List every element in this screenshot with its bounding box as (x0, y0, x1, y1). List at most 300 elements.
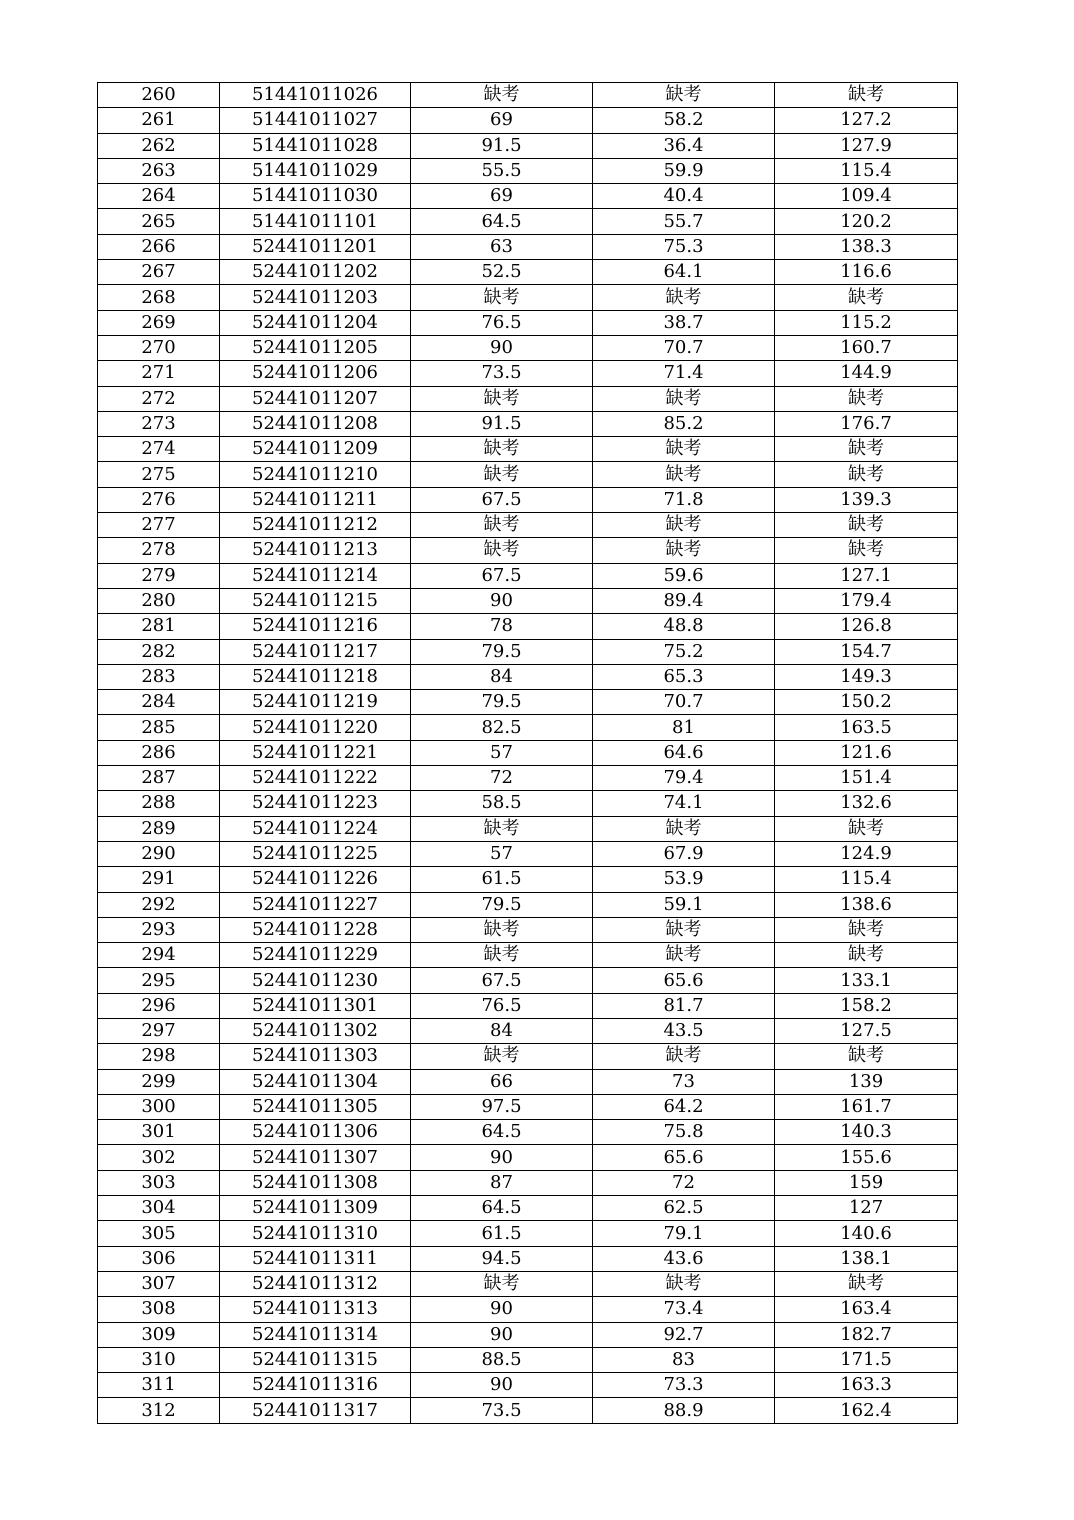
row-number-cell: 267 (98, 260, 220, 285)
table-row (98, 1196, 958, 1221)
score-1-cell: 97.5 (411, 1094, 593, 1119)
score-1-cell: 72 (411, 766, 593, 791)
score-1-cell: 缺考 (411, 513, 593, 538)
row-number-cell: 307 (98, 1271, 220, 1296)
row-number-cell: 266 (98, 234, 220, 259)
table-row (98, 1145, 958, 1170)
row-number-cell: 285 (98, 715, 220, 740)
score-2-cell: 70.7 (593, 335, 775, 360)
row-number-cell: 275 (98, 462, 220, 487)
score-table-body (98, 83, 958, 1424)
score-table (97, 82, 958, 1424)
row-number-cell: 265 (98, 209, 220, 234)
candidate-id-cell: 51441011027 (220, 108, 411, 133)
score-1-cell: 61.5 (411, 1221, 593, 1246)
candidate-id-cell: 51441011030 (220, 184, 411, 209)
score-1-cell: 90 (411, 1373, 593, 1398)
total-score-cell: 150.2 (775, 690, 958, 715)
table-row (98, 1069, 958, 1094)
row-number-cell: 308 (98, 1297, 220, 1322)
table-row (98, 1322, 958, 1347)
row-number-cell: 283 (98, 664, 220, 689)
score-1-cell: 67.5 (411, 563, 593, 588)
row-number-cell: 300 (98, 1094, 220, 1119)
score-2-cell: 40.4 (593, 184, 775, 209)
total-score-cell: 缺考 (775, 83, 958, 108)
score-1-cell: 84 (411, 1018, 593, 1043)
total-score-cell: 138.6 (775, 892, 958, 917)
table-row (98, 1347, 958, 1372)
score-2-cell: 48.8 (593, 614, 775, 639)
total-score-cell: 151.4 (775, 766, 958, 791)
table-row (98, 1221, 958, 1246)
score-1-cell: 66 (411, 1069, 593, 1094)
table-row (98, 1297, 958, 1322)
total-score-cell: 缺考 (775, 1044, 958, 1069)
score-2-cell: 81 (593, 715, 775, 740)
candidate-id-cell: 51441011028 (220, 133, 411, 158)
score-1-cell: 55.5 (411, 158, 593, 183)
table-row (98, 1170, 958, 1195)
candidate-id-cell: 52441011203 (220, 285, 411, 310)
row-number-cell: 280 (98, 588, 220, 613)
table-row (98, 1094, 958, 1119)
total-score-cell: 109.4 (775, 184, 958, 209)
candidate-id-cell: 52441011316 (220, 1373, 411, 1398)
score-2-cell: 缺考 (593, 816, 775, 841)
table-row (98, 690, 958, 715)
total-score-cell: 缺考 (775, 437, 958, 462)
row-number-cell: 274 (98, 437, 220, 462)
row-number-cell: 304 (98, 1196, 220, 1221)
table-row (98, 260, 958, 285)
score-2-cell: 72 (593, 1170, 775, 1195)
score-1-cell: 缺考 (411, 917, 593, 942)
row-number-cell: 306 (98, 1246, 220, 1271)
table-row (98, 133, 958, 158)
row-number-cell: 301 (98, 1120, 220, 1145)
candidate-id-cell: 52441011309 (220, 1196, 411, 1221)
table-row (98, 816, 958, 841)
score-2-cell: 缺考 (593, 1271, 775, 1296)
table-row (98, 1373, 958, 1398)
table-row (98, 335, 958, 360)
score-2-cell: 73.4 (593, 1297, 775, 1322)
score-2-cell: 70.7 (593, 690, 775, 715)
total-score-cell: 缺考 (775, 816, 958, 841)
row-number-cell: 297 (98, 1018, 220, 1043)
table-row (98, 993, 958, 1018)
score-1-cell: 58.5 (411, 791, 593, 816)
candidate-id-cell: 52441011214 (220, 563, 411, 588)
candidate-id-cell: 52441011218 (220, 664, 411, 689)
score-2-cell: 85.2 (593, 411, 775, 436)
total-score-cell: 179.4 (775, 588, 958, 613)
candidate-id-cell: 52441011205 (220, 335, 411, 360)
score-1-cell: 52.5 (411, 260, 593, 285)
row-number-cell: 284 (98, 690, 220, 715)
score-2-cell: 缺考 (593, 917, 775, 942)
candidate-id-cell: 52441011305 (220, 1094, 411, 1119)
row-number-cell: 269 (98, 310, 220, 335)
candidate-id-cell: 52441011225 (220, 841, 411, 866)
score-2-cell: 92.7 (593, 1322, 775, 1347)
table-row (98, 1120, 958, 1145)
table-row (98, 766, 958, 791)
candidate-id-cell: 52441011314 (220, 1322, 411, 1347)
table-row (98, 1271, 958, 1296)
candidate-id-cell: 51441011026 (220, 83, 411, 108)
total-score-cell: 155.6 (775, 1145, 958, 1170)
score-1-cell: 82.5 (411, 715, 593, 740)
total-score-cell: 缺考 (775, 462, 958, 487)
score-2-cell: 缺考 (593, 538, 775, 563)
candidate-id-cell: 52441011311 (220, 1246, 411, 1271)
table-row (98, 437, 958, 462)
total-score-cell: 124.9 (775, 841, 958, 866)
score-1-cell: 90 (411, 335, 593, 360)
total-score-cell: 115.4 (775, 158, 958, 183)
candidate-id-cell: 52441011202 (220, 260, 411, 285)
total-score-cell: 115.4 (775, 867, 958, 892)
score-1-cell: 69 (411, 184, 593, 209)
table-row (98, 614, 958, 639)
score-2-cell: 75.3 (593, 234, 775, 259)
total-score-cell: 127 (775, 1196, 958, 1221)
score-2-cell: 67.9 (593, 841, 775, 866)
table-row (98, 791, 958, 816)
score-1-cell: 79.5 (411, 892, 593, 917)
row-number-cell: 310 (98, 1347, 220, 1372)
score-1-cell: 76.5 (411, 993, 593, 1018)
candidate-id-cell: 52441011310 (220, 1221, 411, 1246)
total-score-cell: 139 (775, 1069, 958, 1094)
candidate-id-cell: 52441011207 (220, 386, 411, 411)
score-1-cell: 缺考 (411, 538, 593, 563)
score-2-cell: 89.4 (593, 588, 775, 613)
score-1-cell: 76.5 (411, 310, 593, 335)
row-number-cell: 270 (98, 335, 220, 360)
candidate-id-cell: 52441011312 (220, 1271, 411, 1296)
score-1-cell: 73.5 (411, 361, 593, 386)
score-1-cell: 缺考 (411, 943, 593, 968)
score-2-cell: 83 (593, 1347, 775, 1372)
row-number-cell: 296 (98, 993, 220, 1018)
table-row (98, 411, 958, 436)
candidate-id-cell: 52441011315 (220, 1347, 411, 1372)
table-row (98, 1398, 958, 1423)
candidate-id-cell: 52441011224 (220, 816, 411, 841)
score-1-cell: 87 (411, 1170, 593, 1195)
total-score-cell: 127.5 (775, 1018, 958, 1043)
candidate-id-cell: 52441011306 (220, 1120, 411, 1145)
table-row (98, 158, 958, 183)
row-number-cell: 272 (98, 386, 220, 411)
score-2-cell: 缺考 (593, 513, 775, 538)
table-row (98, 83, 958, 108)
candidate-id-cell: 52441011212 (220, 513, 411, 538)
row-number-cell: 288 (98, 791, 220, 816)
score-1-cell: 缺考 (411, 816, 593, 841)
score-1-cell: 缺考 (411, 386, 593, 411)
row-number-cell: 312 (98, 1398, 220, 1423)
row-number-cell: 305 (98, 1221, 220, 1246)
score-2-cell: 65.6 (593, 968, 775, 993)
candidate-id-cell: 52441011223 (220, 791, 411, 816)
total-score-cell: 138.3 (775, 234, 958, 259)
score-2-cell: 81.7 (593, 993, 775, 1018)
table-row (98, 715, 958, 740)
total-score-cell: 140.6 (775, 1221, 958, 1246)
total-score-cell: 158.2 (775, 993, 958, 1018)
score-2-cell: 75.8 (593, 1120, 775, 1145)
score-2-cell: 缺考 (593, 1044, 775, 1069)
row-number-cell: 287 (98, 766, 220, 791)
score-1-cell: 63 (411, 234, 593, 259)
score-2-cell: 缺考 (593, 462, 775, 487)
score-1-cell: 79.5 (411, 639, 593, 664)
score-1-cell: 缺考 (411, 1044, 593, 1069)
candidate-id-cell: 52441011304 (220, 1069, 411, 1094)
score-2-cell: 53.9 (593, 867, 775, 892)
table-row (98, 841, 958, 866)
score-2-cell: 43.5 (593, 1018, 775, 1043)
score-2-cell: 65.3 (593, 664, 775, 689)
row-number-cell: 279 (98, 563, 220, 588)
score-2-cell: 75.2 (593, 639, 775, 664)
score-1-cell: 73.5 (411, 1398, 593, 1423)
score-1-cell: 64.5 (411, 209, 593, 234)
score-1-cell: 缺考 (411, 83, 593, 108)
total-score-cell: 149.3 (775, 664, 958, 689)
candidate-id-cell: 52441011210 (220, 462, 411, 487)
total-score-cell: 126.8 (775, 614, 958, 639)
candidate-id-cell: 52441011317 (220, 1398, 411, 1423)
score-1-cell: 缺考 (411, 1271, 593, 1296)
candidate-id-cell: 52441011211 (220, 487, 411, 512)
score-2-cell: 缺考 (593, 437, 775, 462)
table-row (98, 740, 958, 765)
table-row (98, 513, 958, 538)
candidate-id-cell: 52441011222 (220, 766, 411, 791)
candidate-id-cell: 52441011219 (220, 690, 411, 715)
table-row (98, 563, 958, 588)
row-number-cell: 260 (98, 83, 220, 108)
candidate-id-cell: 52441011308 (220, 1170, 411, 1195)
total-score-cell: 缺考 (775, 538, 958, 563)
table-row (98, 310, 958, 335)
score-2-cell: 64.2 (593, 1094, 775, 1119)
score-2-cell: 36.4 (593, 133, 775, 158)
row-number-cell: 268 (98, 285, 220, 310)
total-score-cell: 缺考 (775, 513, 958, 538)
total-score-cell: 115.2 (775, 310, 958, 335)
table-row (98, 209, 958, 234)
total-score-cell: 127.9 (775, 133, 958, 158)
score-1-cell: 67.5 (411, 487, 593, 512)
row-number-cell: 295 (98, 968, 220, 993)
table-row (98, 361, 958, 386)
total-score-cell: 144.9 (775, 361, 958, 386)
row-number-cell: 294 (98, 943, 220, 968)
table-row (98, 487, 958, 512)
table-row (98, 538, 958, 563)
candidate-id-cell: 52441011230 (220, 968, 411, 993)
total-score-cell: 缺考 (775, 386, 958, 411)
table-row (98, 1246, 958, 1271)
table-row (98, 639, 958, 664)
score-1-cell: 缺考 (411, 462, 593, 487)
row-number-cell: 291 (98, 867, 220, 892)
row-number-cell: 309 (98, 1322, 220, 1347)
candidate-id-cell: 52441011220 (220, 715, 411, 740)
total-score-cell: 121.6 (775, 740, 958, 765)
row-number-cell: 298 (98, 1044, 220, 1069)
score-2-cell: 59.6 (593, 563, 775, 588)
score-1-cell: 缺考 (411, 437, 593, 462)
score-2-cell: 59.9 (593, 158, 775, 183)
total-score-cell: 120.2 (775, 209, 958, 234)
row-number-cell: 263 (98, 158, 220, 183)
score-2-cell: 58.2 (593, 108, 775, 133)
table-row (98, 1044, 958, 1069)
candidate-id-cell: 52441011201 (220, 234, 411, 259)
total-score-cell: 缺考 (775, 917, 958, 942)
score-1-cell: 缺考 (411, 285, 593, 310)
row-number-cell: 281 (98, 614, 220, 639)
total-score-cell: 182.7 (775, 1322, 958, 1347)
row-number-cell: 277 (98, 513, 220, 538)
candidate-id-cell: 52441011217 (220, 639, 411, 664)
row-number-cell: 273 (98, 411, 220, 436)
row-number-cell: 299 (98, 1069, 220, 1094)
score-2-cell: 65.6 (593, 1145, 775, 1170)
total-score-cell: 162.4 (775, 1398, 958, 1423)
candidate-id-cell: 52441011215 (220, 588, 411, 613)
table-row (98, 588, 958, 613)
score-2-cell: 74.1 (593, 791, 775, 816)
table-row (98, 386, 958, 411)
score-1-cell: 91.5 (411, 133, 593, 158)
score-2-cell: 79.4 (593, 766, 775, 791)
candidate-id-cell: 52441011307 (220, 1145, 411, 1170)
score-1-cell: 84 (411, 664, 593, 689)
candidate-id-cell: 51441011101 (220, 209, 411, 234)
total-score-cell: 132.6 (775, 791, 958, 816)
score-1-cell: 78 (411, 614, 593, 639)
table-row (98, 917, 958, 942)
total-score-cell: 140.3 (775, 1120, 958, 1145)
row-number-cell: 311 (98, 1373, 220, 1398)
score-2-cell: 59.1 (593, 892, 775, 917)
table-row (98, 462, 958, 487)
score-1-cell: 61.5 (411, 867, 593, 892)
score-1-cell: 94.5 (411, 1246, 593, 1271)
total-score-cell: 138.1 (775, 1246, 958, 1271)
score-2-cell: 88.9 (593, 1398, 775, 1423)
total-score-cell: 163.3 (775, 1373, 958, 1398)
candidate-id-cell: 52441011229 (220, 943, 411, 968)
score-1-cell: 64.5 (411, 1196, 593, 1221)
total-score-cell: 159 (775, 1170, 958, 1195)
score-1-cell: 69 (411, 108, 593, 133)
candidate-id-cell: 52441011228 (220, 917, 411, 942)
row-number-cell: 262 (98, 133, 220, 158)
table-row (98, 968, 958, 993)
row-number-cell: 264 (98, 184, 220, 209)
total-score-cell: 139.3 (775, 487, 958, 512)
score-1-cell: 79.5 (411, 690, 593, 715)
row-number-cell: 271 (98, 361, 220, 386)
candidate-id-cell: 52441011209 (220, 437, 411, 462)
candidate-id-cell: 52441011204 (220, 310, 411, 335)
row-number-cell: 278 (98, 538, 220, 563)
candidate-id-cell: 52441011226 (220, 867, 411, 892)
row-number-cell: 302 (98, 1145, 220, 1170)
table-row (98, 108, 958, 133)
total-score-cell: 161.7 (775, 1094, 958, 1119)
table-row (98, 943, 958, 968)
table-row (98, 234, 958, 259)
total-score-cell: 154.7 (775, 639, 958, 664)
score-1-cell: 64.5 (411, 1120, 593, 1145)
score-2-cell: 55.7 (593, 209, 775, 234)
total-score-cell: 127.2 (775, 108, 958, 133)
score-2-cell: 71.8 (593, 487, 775, 512)
total-score-cell: 缺考 (775, 943, 958, 968)
row-number-cell: 303 (98, 1170, 220, 1195)
total-score-cell: 127.1 (775, 563, 958, 588)
total-score-cell: 171.5 (775, 1347, 958, 1372)
row-number-cell: 293 (98, 917, 220, 942)
row-number-cell: 282 (98, 639, 220, 664)
total-score-cell: 176.7 (775, 411, 958, 436)
score-2-cell: 64.1 (593, 260, 775, 285)
table-row (98, 184, 958, 209)
row-number-cell: 292 (98, 892, 220, 917)
score-2-cell: 73 (593, 1069, 775, 1094)
candidate-id-cell: 52441011206 (220, 361, 411, 386)
candidate-id-cell: 51441011029 (220, 158, 411, 183)
score-2-cell: 缺考 (593, 285, 775, 310)
candidate-id-cell: 52441011216 (220, 614, 411, 639)
total-score-cell: 163.4 (775, 1297, 958, 1322)
score-2-cell: 缺考 (593, 83, 775, 108)
score-2-cell: 79.1 (593, 1221, 775, 1246)
row-number-cell: 261 (98, 108, 220, 133)
candidate-id-cell: 52441011313 (220, 1297, 411, 1322)
total-score-cell: 缺考 (775, 285, 958, 310)
row-number-cell: 289 (98, 816, 220, 841)
candidate-id-cell: 52441011213 (220, 538, 411, 563)
total-score-cell: 缺考 (775, 1271, 958, 1296)
candidate-id-cell: 52441011221 (220, 740, 411, 765)
score-2-cell: 71.4 (593, 361, 775, 386)
table-row (98, 1018, 958, 1043)
score-2-cell: 43.6 (593, 1246, 775, 1271)
candidate-id-cell: 52441011208 (220, 411, 411, 436)
table-row (98, 867, 958, 892)
total-score-cell: 163.5 (775, 715, 958, 740)
score-2-cell: 缺考 (593, 943, 775, 968)
score-1-cell: 57 (411, 841, 593, 866)
score-2-cell: 64.6 (593, 740, 775, 765)
row-number-cell: 276 (98, 487, 220, 512)
row-number-cell: 286 (98, 740, 220, 765)
total-score-cell: 133.1 (775, 968, 958, 993)
total-score-cell: 160.7 (775, 335, 958, 360)
score-2-cell: 73.3 (593, 1373, 775, 1398)
